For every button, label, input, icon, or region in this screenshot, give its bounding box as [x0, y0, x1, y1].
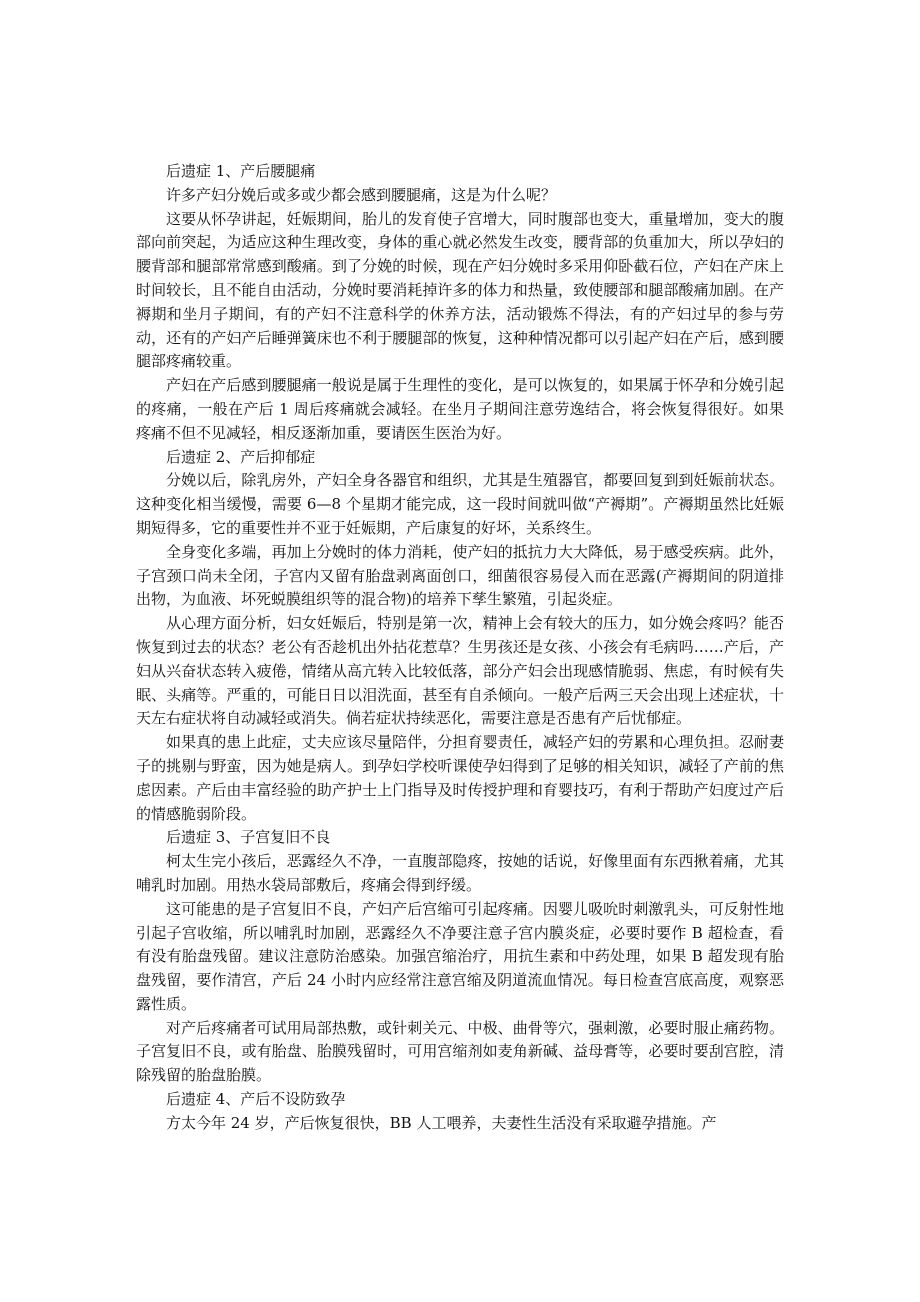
section-heading-3: 后遗症 3、子宫复旧不良 [166, 828, 331, 847]
paragraph: 对产后疼痛者可试用局部热敷，或针刺关元、中极、曲骨等穴，强刺激，必要时服止痛药物。子宫复旧不良，或有胎盘、胎膜残留时，可用宫缩剂如麦角新碱、益母膏等，必要时要刮宫腔，清除残留的胎盘胎膜。 [136, 1018, 784, 1085]
paragraph: 这可能患的是子宫复旧不良，产妇产后宫缩可引起疼痛。因婴儿吸吮时刺激乳头，可反射性地引起子宫收缩，所以哺乳时加剧，恶露经久不净要注意子宫内膜炎症，必要时要作 B 超检查，看有没有胎盘残留。建议注意防治感染。加强宫缩治疗，用抗生素和中药处理，如果 B 超发现有胎盘残留，要作清宫，产后 24 小时内应经常注意宫缩及阴道流血情况。每日检查宫底高度，观察恶露性质。 [136, 899, 784, 1013]
section-heading-1: 后遗症 1、产后腰腿痛 [166, 162, 316, 180]
paragraph: 方太今年 24 岁，产后恢复很快，BB 人工喂养，夫妻性生活没有采取避孕措施。产 [166, 1113, 717, 1132]
paragraph: 这要从怀孕讲起，妊娠期间，胎儿的发育使子宫增大，同时腹部也变大，重量增加，变大的腹部向前突起，为适应这种生理改变，身体的重心就必然发生改变，腰背部的负重加大，所以孕妇的腰背部和腿部常常感到酸痛。到了分娩的时候，现在产妇分娩时多采用仰卧截石位，产妇在产床上时间较长，且不能自由活动，分娩时要消耗掉许多的体力和热量，致使腰部和腿部酸痛加剧。在产褥期和坐月子期间，有的产妇不注意科学的休养方法，活动锻炼不得法，有的产妇过早的参与劳动，还有的产妇产后睡弹簧床也不利于腰腿部的恢复，这种种情况都可以引起产妇在产后，感到腰腿部疼痛较重。 [136, 209, 784, 371]
paragraph: 产妇在产后感到腰腿痛一般说是属于生理性的变化，是可以恢复的，如果属于怀孕和分娩引起的疼痛，一般在产后 1 周后疼痛就会减轻。在坐月子期间注意劳逸结合，将会恢复得很好。如果疼痛不但不见减轻，相反逐渐加重，要请医生医治为好。 [136, 376, 784, 442]
document-body [136, 160, 784, 1136]
paragraph: 柯太生完小孩后，恶露经久不净，一直腹部隐疼，按她的话说，好像里面有东西揪着痛，尤其哺乳时加剧。用热水袋局部敷后，疼痛会得到纾缓。 [136, 852, 784, 894]
paragraph: 分娩以后，除乳房外，产妇全身各器官和组织，尤其是生殖器官，都要回复到到妊娠前状态。这种变化相当缓慢，需要 6—8 个星期才能完成，这一段时间就叫做“产褥期”。产褥期虽然比妊娠期短得多，它的重要性并不亚于妊娠期，产后康复的好坏，关系终生。 [136, 471, 784, 537]
paragraph: 全身变化多端，再加上分娩时的体力消耗，使产妇的抵抗力大大降低，易于感受疾病。此外，子宫颈口尚未全闭，子宫内又留有胎盘剥离面创口，细菌很容易侵入而在恶露(产褥期间的阴道排出物，为血液、坏死蜕膜组织等的混合物)的培养下孳生繁殖，引起炎症。 [136, 542, 784, 609]
paragraph: 从心理方面分析，妇女妊娠后，特别是第一次，精神上会有较大的压力，如分娩会疼吗？能否恢复到过去的状态？老公有否趁机出外拈花惹草？生男孩还是女孩、小孩会有毛病吗……产后，产妇从兴奋状态转入疲倦，情绪从高亢转入比较低落，部分产妇会出现感情脆弱、焦虑，有时候有失眠、头痛等。严重的，可能日日以泪洗面，甚至有自杀倾向。一般产后两三天会出现上述症状，十天左右症状将自动减轻或消失。倘若症状持续恶化，需要注意是否患有产后忧郁症。 [136, 614, 784, 728]
section-heading-4: 后遗症 4、产后不设防致孕 [166, 1090, 346, 1109]
section-heading-2: 后遗症 2、产后抑郁症 [166, 447, 316, 466]
paragraph: 如果真的患上此症，丈夫应该尽量陪伴，分担育婴责任，减轻产妇的劳累和心理负担。忍耐妻子的挑剔与野蛮，因为她是病人。到孕妇学校听课使孕妇得到了足够的相关知识，减轻了产前的焦虑因素。产后由丰富经验的助产护士上门指导及时传授护理和育婴技巧，有利于帮助产妇度过产后的情感脆弱阶段。 [136, 733, 784, 823]
paragraph: 许多产妇分娩后或多或少都会感到腰腿痛，这是为什么呢？ [166, 185, 557, 204]
